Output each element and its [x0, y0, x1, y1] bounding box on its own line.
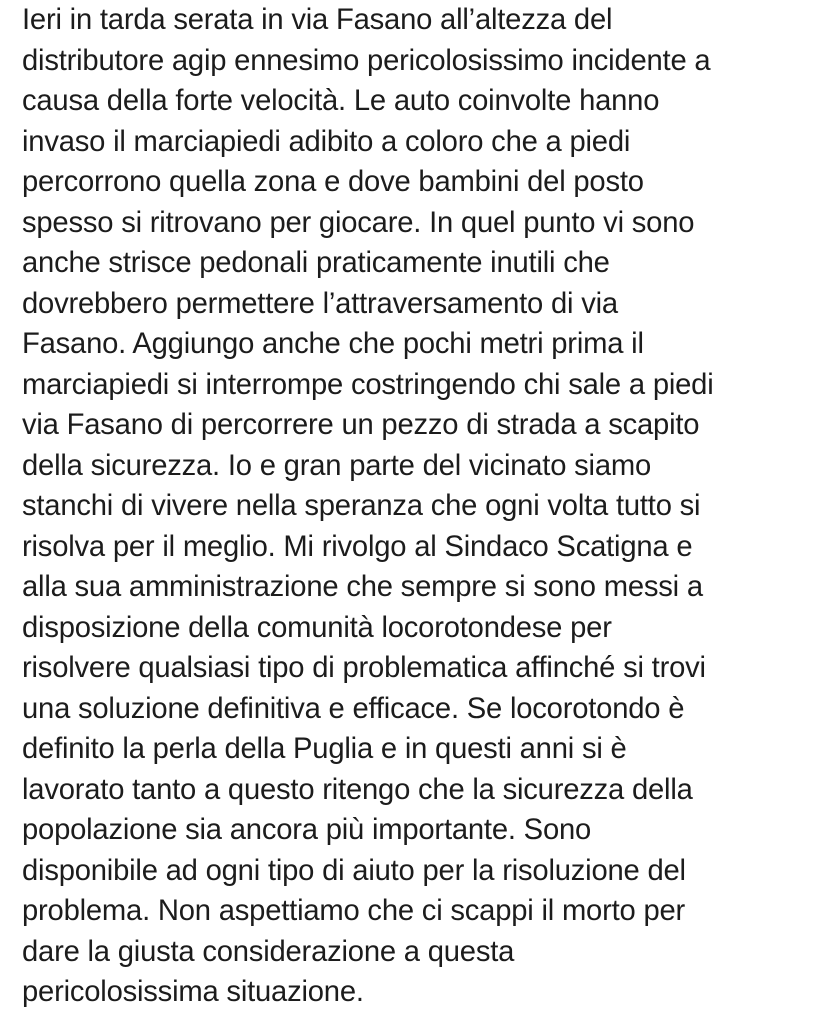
post-text-line: marciapiedi si interrompe costringendo chi sale a piedi	[22, 368, 714, 401]
post-text-line: pericolosissima situazione.	[22, 976, 364, 1008]
post-text-line: percorrono quella zona e dove bambini del posto	[22, 166, 644, 198]
post-text-line: invaso il marciapiedi adibito a coloro che a piedi	[22, 125, 631, 158]
post-text-line: via Fasano di percorrere un pezzo di strada a scapito	[22, 409, 700, 441]
post-text-line: definito la perla della Puglia e in questi anni si è	[22, 733, 627, 765]
post-text-line: spesso si ritrovano per giocare. In quel punto vi sono	[22, 206, 695, 239]
post-text-line: lavorato tanto a questo ritengo che la sicurezza della	[22, 773, 693, 806]
post-text-line: risolvere qualsiasi tipo di problematica affinché si trovi	[22, 652, 706, 684]
post-text-line: dovrebbero permettere l’attraversamento di via	[22, 287, 618, 320]
post-text-line: alla sua amministrazione che sempre si sono messi a	[22, 571, 703, 603]
post-text-line: una soluzione definitiva e efficace. Se locorotondo è	[22, 692, 685, 725]
post-text-line: causa della forte velocità. Le auto coinvolte hanno	[22, 85, 660, 117]
post-text-line: Ieri in tarda serata in via Fasano all’altezza del	[22, 4, 613, 36]
post-text-line: dare la giusta considerazione a questa	[22, 935, 515, 968]
post-text-line: popolazione sia ancora più importante. Sono	[22, 814, 592, 846]
post-text-line: distributore agip ennesimo pericolosissimo incidente a	[22, 44, 711, 77]
post-text-line: Fasano. Aggiungo anche che pochi metri prima il	[22, 328, 644, 360]
post-text-line: problema. Non aspettiamo che ci scappi il morto per	[22, 895, 686, 927]
post-text-line: risolva per il meglio. Mi rivolgo al Sindaco Scatigna e	[22, 530, 693, 563]
post-text-line: disposizione della comunità locorotondese per	[22, 611, 612, 644]
post-text	[22, 0, 812, 1013]
post-text-line: disponibile ad ogni tipo di aiuto per la risoluzione del	[22, 854, 686, 887]
post-text-line: anche strisce pedonali praticamente inutili che	[22, 247, 610, 279]
post-text-line: stanchi di vivere nella speranza che ogni volta tutto si	[22, 490, 701, 522]
post-text-line: della sicurezza. Io e gran parte del vicinato siamo	[22, 449, 652, 482]
